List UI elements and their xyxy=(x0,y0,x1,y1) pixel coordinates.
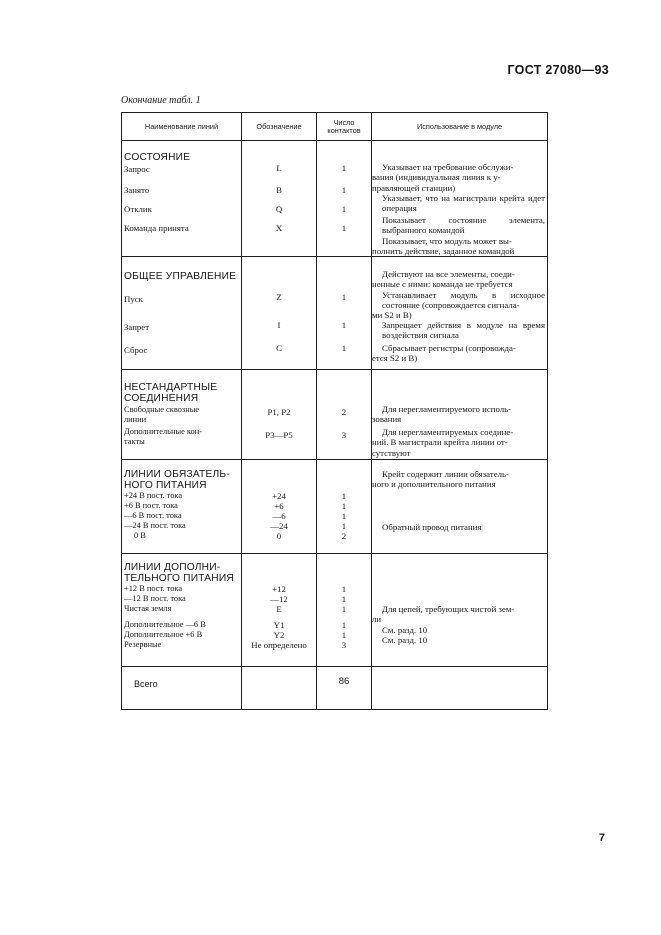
page-number: 7 xyxy=(598,832,605,844)
section-code-cell xyxy=(242,257,316,369)
contact-count: 1 xyxy=(341,343,347,353)
line-code: +24 xyxy=(272,491,286,501)
line-name: Резервные xyxy=(124,640,162,649)
line-code: E xyxy=(276,604,282,614)
section-usage-cell xyxy=(372,141,547,256)
contact-count: 2 xyxy=(341,531,347,541)
line-name: —6 В пост. тока xyxy=(124,511,182,520)
table-section xyxy=(122,257,548,370)
section-name-cell xyxy=(122,257,241,369)
line-code: Y2 xyxy=(273,630,285,640)
line-name: +24 В пост. тока xyxy=(124,491,183,500)
section-code-cell xyxy=(242,370,316,459)
contact-count: 1 xyxy=(341,292,347,302)
usage-text: Указывает, что на магистрали крейта идет операция xyxy=(382,193,545,214)
section-title: ЛИНИИ ОБЯЗАТЕЛЬ- НОГО ПИТАНИЯ xyxy=(124,469,230,492)
section-code-cell xyxy=(242,460,316,553)
col-header-usage: Использование в модуле xyxy=(372,113,548,141)
section-name-cell xyxy=(122,460,241,553)
section-name-cell xyxy=(122,141,241,256)
contact-count: 3 xyxy=(341,430,347,440)
line-code: —6 xyxy=(272,511,286,521)
line-code: 0 xyxy=(276,531,282,541)
line-name: Отклик xyxy=(124,204,152,214)
table-section xyxy=(122,370,548,460)
line-name: Пуск xyxy=(124,294,143,304)
col-header-count-line2: контактов xyxy=(327,125,361,135)
line-code: —12 xyxy=(270,594,288,604)
table-section xyxy=(122,460,548,554)
section-name-cell xyxy=(122,370,241,459)
line-name: Свободные сквозные линии xyxy=(124,405,200,425)
section-count-cell xyxy=(317,554,371,666)
section-usage-cell xyxy=(372,257,547,369)
section-count-cell xyxy=(317,141,371,256)
section-code-cell xyxy=(242,141,316,256)
usage-text: Показывает, что модуль может вы- полнить действие, заданное командой xyxy=(372,236,515,257)
usage-text: Действуют на все элементы, соеди- ненные с ними: команда не требуется Устанавливает модуль в исходное состояние (сопровождается сигнала- ми S2 и B) xyxy=(372,269,545,321)
contact-count: 1 xyxy=(341,594,347,604)
contact-count: 1 xyxy=(341,320,347,330)
usage-text: Обратный провод питания xyxy=(382,522,482,532)
section-count-cell xyxy=(317,460,371,553)
line-code: Z xyxy=(276,292,282,302)
usage-text: Для нерегламентируемых соедине- ний. В магистрали крейта линии от- сутствуют xyxy=(372,427,514,458)
line-name: 0 В xyxy=(134,531,146,540)
contact-count: 1 xyxy=(341,501,347,511)
usage-text: Запрещает действия в модуле на время воздействия сигнала xyxy=(382,320,545,341)
table-section xyxy=(122,141,548,257)
contact-count: 1 xyxy=(341,521,347,531)
line-name: +12 В пост. тока xyxy=(124,584,183,593)
total-value: 86 xyxy=(338,676,350,687)
usage-text: Сбрасывает регистры (сопровожда- ется S2 и B) xyxy=(372,343,516,364)
usage-text: Для нерегламентируемого исполь- зования xyxy=(372,404,512,425)
usage-text: Указывает на требование обслужи- вания (индивидуальная линия к у- правляющей станции) xyxy=(372,162,514,193)
line-name: Запрос xyxy=(124,164,150,174)
contact-count: 2 xyxy=(341,407,347,417)
line-code: Q xyxy=(275,204,283,214)
contact-count: 1 xyxy=(341,604,347,614)
contact-count: 1 xyxy=(341,185,347,195)
contact-count: 1 xyxy=(341,584,347,594)
section-usage-cell xyxy=(372,554,547,666)
line-code: C xyxy=(276,343,282,353)
line-name: —24 В пост. тока xyxy=(124,521,186,530)
usage-text: См. разд. 10 xyxy=(382,625,428,635)
line-name: Дополнительное —6 В xyxy=(124,620,206,629)
line-name: Чистая земля xyxy=(124,604,172,613)
table-header-row xyxy=(122,113,548,141)
line-name: Сброс xyxy=(124,345,148,355)
section-title: ЛИНИИ ДОПОЛНИ- ТЕЛЬНОГО ПИТАНИЯ xyxy=(124,562,234,585)
usage-text: Крейт содержит линии обязатель- ного и дополнительного питания xyxy=(372,469,509,490)
line-code: Y1 xyxy=(273,620,285,630)
col-header-count xyxy=(317,113,372,141)
line-code: X xyxy=(275,223,283,233)
contact-count: 3 xyxy=(341,640,347,650)
line-code: Не определено xyxy=(251,640,307,650)
table-total-row xyxy=(122,667,548,710)
usage-text: Показывает состояние элемента, выбранного командой xyxy=(382,215,545,236)
table-caption: Окончание табл. 1 xyxy=(121,95,201,106)
total-label: Всего xyxy=(134,679,158,689)
line-code: —24 xyxy=(270,521,288,531)
line-code: B xyxy=(276,185,282,195)
section-title: НЕСТАНДАРТНЫЕ СОЕДИНЕНИЯ xyxy=(124,382,218,405)
line-code: P3—P5 xyxy=(265,430,293,440)
section-usage-cell xyxy=(372,370,547,459)
line-code: +6 xyxy=(274,501,284,511)
table-section xyxy=(122,554,548,667)
usage-text: См. разд. 10 xyxy=(382,635,428,645)
line-name: Занято xyxy=(124,185,150,195)
section-name-cell xyxy=(122,554,241,666)
line-name: Запрет xyxy=(124,322,150,332)
contact-count: 1 xyxy=(341,204,347,214)
section-usage-cell xyxy=(372,460,547,553)
line-name: Команда принята xyxy=(124,223,189,233)
line-code: L xyxy=(276,163,282,173)
line-name: Дополнительные кон- такты xyxy=(124,427,202,447)
line-name: —12 В пост. тока xyxy=(124,594,186,603)
line-code: +12 xyxy=(272,584,286,594)
line-code: P1, P2 xyxy=(267,407,291,417)
line-name: +6 В пост. тока xyxy=(124,501,178,510)
contact-count: 1 xyxy=(341,223,347,233)
document-standard-number: ГОСТ 27080—93 xyxy=(507,63,609,77)
contact-count: 1 xyxy=(341,491,347,501)
section-title: ОБЩЕЕ УПРАВЛЕНИЕ xyxy=(124,271,237,282)
col-header-count-line1: Число xyxy=(333,117,355,127)
line-code: I xyxy=(277,320,281,330)
section-title: СОСТОЯНИЕ xyxy=(124,152,191,163)
section-code-cell xyxy=(242,554,316,666)
contact-count: 1 xyxy=(341,511,347,521)
section-count-cell xyxy=(317,257,371,369)
line-name: Дополнительное +6 В xyxy=(124,630,203,639)
col-header-name: Наименование линий xyxy=(122,113,242,141)
contact-count: 1 xyxy=(341,163,347,173)
col-header-code: Обозначение xyxy=(242,113,317,141)
lines-table xyxy=(121,112,548,710)
section-count-cell xyxy=(317,370,371,459)
contact-count: 1 xyxy=(341,620,347,630)
usage-text: Для цепей, требующих чистой зем- ли xyxy=(372,604,515,625)
contact-count: 1 xyxy=(341,630,347,640)
